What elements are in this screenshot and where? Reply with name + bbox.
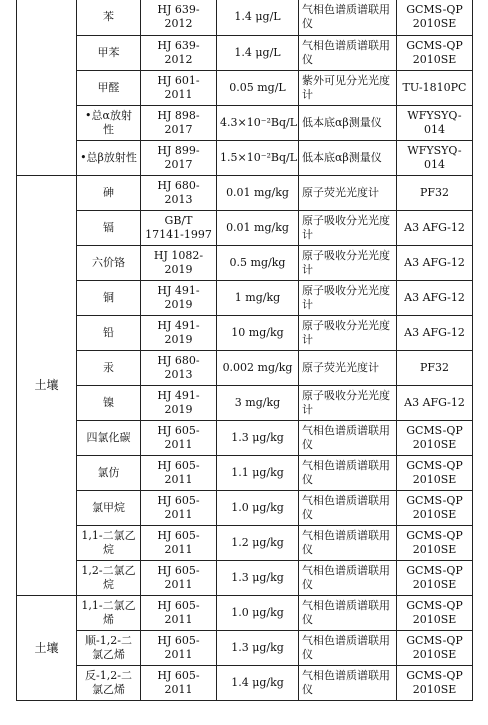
limit-cell: 10 mg/kg <box>217 315 299 350</box>
table-row <box>17 175 473 210</box>
limit-cell: 1 mg/kg <box>217 280 299 315</box>
limit-cell: 1.4 μg/L <box>217 0 299 35</box>
table-row <box>17 595 473 630</box>
limit-cell: 1.3 μg/kg <box>217 560 299 595</box>
method-cell: 原子吸收分光光度计 <box>299 315 397 350</box>
standard-cell: HJ 605-2011 <box>141 525 217 560</box>
limit-cell: 3 mg/kg <box>217 385 299 420</box>
instrument-cell: PF32 <box>397 350 473 385</box>
method-cell: 气相色谱质谱联用仪 <box>299 665 397 700</box>
instrument-cell: GCMS-QP 2010SE <box>397 0 473 35</box>
standard-cell: HJ 491-2019 <box>141 315 217 350</box>
item-cell: 甲醛 <box>77 70 141 105</box>
item-cell: •总β放射性 <box>77 140 141 175</box>
instrument-cell: A3 AFG-12 <box>397 245 473 280</box>
method-cell: 原子吸收分光光度计 <box>299 210 397 245</box>
limit-cell: 1.2 μg/kg <box>217 525 299 560</box>
instrument-cell: A3 AFG-12 <box>397 315 473 350</box>
instrument-cell: TU-1810PC <box>397 70 473 105</box>
instrument-cell: GCMS-QP 2010SE <box>397 595 473 630</box>
method-cell: 气相色谱质谱联用仪 <box>299 35 397 70</box>
item-cell: 顺-1,2-二氯乙烯 <box>77 630 141 665</box>
table-row <box>17 140 473 175</box>
method-cell: 紫外可见分光光度计 <box>299 70 397 105</box>
method-cell: 气相色谱质谱联用仪 <box>299 455 397 490</box>
standard-cell: HJ 899-2017 <box>141 140 217 175</box>
method-cell: 原子吸收分光光度计 <box>299 245 397 280</box>
table-row <box>17 490 473 525</box>
limit-cell: 0.5 mg/kg <box>217 245 299 280</box>
table-row <box>17 280 473 315</box>
standard-cell: HJ 491-2019 <box>141 280 217 315</box>
limit-cell: 0.05 mg/L <box>217 70 299 105</box>
item-cell: •总α放射性 <box>77 105 141 140</box>
table-row <box>17 315 473 350</box>
limit-cell: 1.0 μg/kg <box>217 595 299 630</box>
limit-cell: 0.002 mg/kg <box>217 350 299 385</box>
item-cell: 氯仿 <box>77 455 141 490</box>
method-cell: 气相色谱质谱联用仪 <box>299 560 397 595</box>
standard-cell: HJ 605-2011 <box>141 560 217 595</box>
table-row <box>17 560 473 595</box>
instrument-cell: PF32 <box>397 175 473 210</box>
standard-cell: HJ 605-2011 <box>141 455 217 490</box>
table-row <box>17 525 473 560</box>
method-cell: 气相色谱质谱联用仪 <box>299 490 397 525</box>
method-cell: 低本底αβ测量仪 <box>299 140 397 175</box>
limit-cell: 0.01 mg/kg <box>217 175 299 210</box>
category-cell: 土壤 <box>17 175 77 595</box>
method-cell: 气相色谱质谱联用仪 <box>299 525 397 560</box>
table-row <box>17 385 473 420</box>
method-cell: 气相色谱质谱联用仪 <box>299 420 397 455</box>
table-row <box>17 455 473 490</box>
item-cell: 1,1-二氯乙烷 <box>77 525 141 560</box>
limit-cell: 1.4 μg/kg <box>217 665 299 700</box>
standard-cell: GB/T 17141-1997 <box>141 210 217 245</box>
limit-cell: 1.0 μg/kg <box>217 490 299 525</box>
table-row <box>17 630 473 665</box>
table-row <box>17 35 473 70</box>
item-cell: 砷 <box>77 175 141 210</box>
limit-cell: 1.3 μg/kg <box>217 420 299 455</box>
limit-cell: 0.01 mg/kg <box>217 210 299 245</box>
instrument-cell: A3 AFG-12 <box>397 385 473 420</box>
table-row <box>17 105 473 140</box>
method-cell: 气相色谱质谱联用仪 <box>299 630 397 665</box>
item-cell: 六价铬 <box>77 245 141 280</box>
limit-cell: 1.5×10⁻²Bq/L <box>217 140 299 175</box>
standard-cell: HJ 1082-2019 <box>141 245 217 280</box>
method-cell: 原子荧光光度计 <box>299 350 397 385</box>
table-row <box>17 350 473 385</box>
instrument-cell: GCMS-QP 2010SE <box>397 420 473 455</box>
table-row <box>17 665 473 700</box>
standard-cell: HJ 680-2013 <box>141 175 217 210</box>
method-cell: 原子吸收分光光度计 <box>299 280 397 315</box>
standard-cell: HJ 898-2017 <box>141 105 217 140</box>
method-cell: 原子吸收分光光度计 <box>299 385 397 420</box>
item-cell: 甲苯 <box>77 35 141 70</box>
instrument-cell: WFYSYQ-014 <box>397 105 473 140</box>
method-cell: 低本底αβ测量仪 <box>299 105 397 140</box>
method-table-body <box>17 0 473 700</box>
limit-cell: 4.3×10⁻²Bq/L <box>217 105 299 140</box>
instrument-cell: WFYSYQ-014 <box>397 140 473 175</box>
method-table <box>16 0 473 701</box>
standard-cell: HJ 605-2011 <box>141 665 217 700</box>
standard-cell: HJ 680-2013 <box>141 350 217 385</box>
table-row <box>17 245 473 280</box>
standard-cell: HJ 605-2011 <box>141 595 217 630</box>
table-row <box>17 70 473 105</box>
instrument-cell: GCMS-QP 2010SE <box>397 665 473 700</box>
item-cell: 氯甲烷 <box>77 490 141 525</box>
standard-cell: HJ 605-2011 <box>141 420 217 455</box>
item-cell: 反-1,2-二氯乙烯 <box>77 665 141 700</box>
standard-cell: HJ 605-2011 <box>141 490 217 525</box>
item-cell: 苯 <box>77 0 141 35</box>
item-cell: 1,1-二氯乙烯 <box>77 595 141 630</box>
standard-cell: HJ 639-2012 <box>141 35 217 70</box>
method-cell: 气相色谱质谱联用仪 <box>299 0 397 35</box>
method-cell: 气相色谱质谱联用仪 <box>299 595 397 630</box>
instrument-cell: GCMS-QP 2010SE <box>397 490 473 525</box>
table-row <box>17 0 473 35</box>
item-cell: 汞 <box>77 350 141 385</box>
item-cell: 1,2-二氯乙烷 <box>77 560 141 595</box>
limit-cell: 1.3 μg/kg <box>217 630 299 665</box>
instrument-cell: GCMS-QP 2010SE <box>397 560 473 595</box>
standard-cell: HJ 601-2011 <box>141 70 217 105</box>
instrument-cell: GCMS-QP 2010SE <box>397 35 473 70</box>
table-row <box>17 210 473 245</box>
category-cell: 土壤 <box>17 595 77 700</box>
instrument-cell: GCMS-QP 2010SE <box>397 525 473 560</box>
limit-cell: 1.1 μg/kg <box>217 455 299 490</box>
instrument-cell: GCMS-QP 2010SE <box>397 455 473 490</box>
item-cell: 铜 <box>77 280 141 315</box>
standard-cell: HJ 639-2012 <box>141 0 217 35</box>
instrument-cell: A3 AFG-12 <box>397 280 473 315</box>
instrument-cell: A3 AFG-12 <box>397 210 473 245</box>
standard-cell: HJ 605-2011 <box>141 630 217 665</box>
standard-cell: HJ 491-2019 <box>141 385 217 420</box>
item-cell: 镍 <box>77 385 141 420</box>
instrument-cell: GCMS-QP 2010SE <box>397 630 473 665</box>
item-cell: 铅 <box>77 315 141 350</box>
method-cell: 原子荧光光度计 <box>299 175 397 210</box>
table-row <box>17 420 473 455</box>
limit-cell: 1.4 μg/L <box>217 35 299 70</box>
item-cell: 镉 <box>77 210 141 245</box>
item-cell: 四氯化碳 <box>77 420 141 455</box>
category-cell <box>17 0 77 175</box>
